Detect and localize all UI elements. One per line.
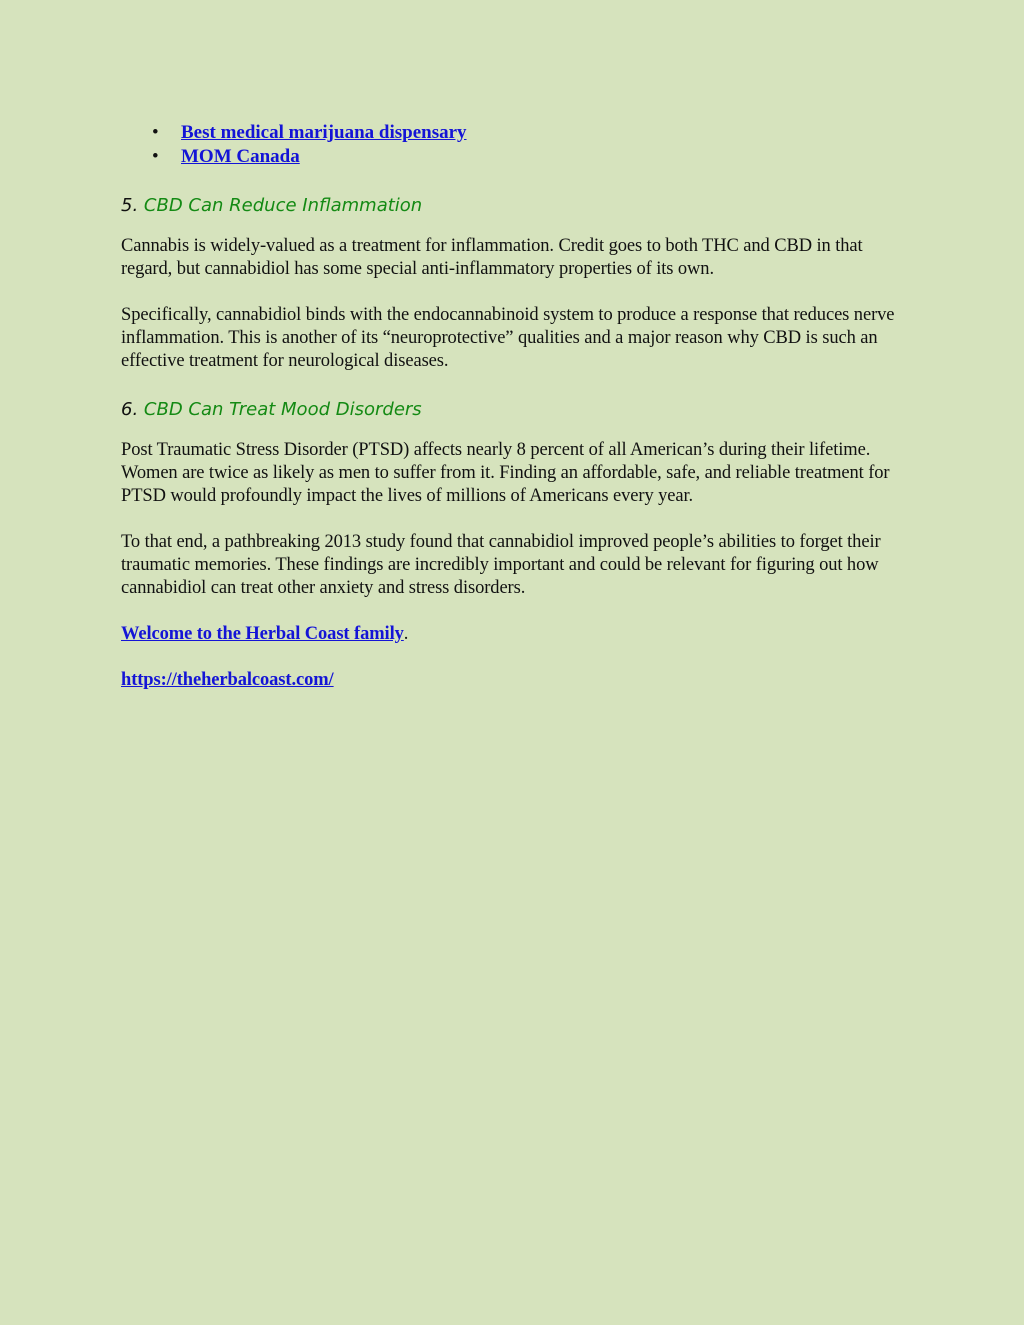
paragraph: Specifically, cannabidiol binds with the endocannabinoid system to produce a response that reduces nerve inflammation. This is another of its “neuroprotective” qualities and a major reason why CBD is such an effective treatment for neurological diseases. (121, 305, 895, 371)
link-best-medical-marijuana-dispensary[interactable]: Best medical marijuana dispensary (181, 122, 467, 143)
bullet-icon: • (152, 146, 159, 167)
paragraph: Post Traumatic Stress Disorder (PTSD) affects nearly 8 percent of all American’s during their lifetime. Women are twice as likely as men to suffer from it. Finding an affordable, safe, and reliable treatment for PTSD would profoundly impact the lives of millions of Americans every year. (121, 440, 890, 506)
bullet-icon: • (152, 122, 159, 143)
section-number: 6. (121, 399, 139, 420)
section-number: 5. (121, 195, 139, 216)
section-heading-inflammation (121, 193, 914, 219)
link-list (121, 121, 914, 169)
site-url-link[interactable]: https://theherbalcoast.com/ (121, 670, 334, 690)
section-title: CBD Can Reduce Inflammation (143, 195, 423, 216)
welcome-suffix: . (403, 624, 409, 644)
welcome-line (121, 623, 914, 646)
list-item (152, 121, 914, 145)
site-url-line (121, 669, 914, 692)
paragraph: Cannabis is widely-valued as a treatment for inflammation. Credit goes to both THC and CBD in that regard, but cannabidiol has some special anti-inflammatory properties of its own. (121, 236, 863, 279)
section-title: CBD Can Treat Mood Disorders (143, 399, 422, 420)
link-mom-canada[interactable]: MOM Canada (181, 146, 300, 167)
welcome-link[interactable]: Welcome to the Herbal Coast family (121, 624, 404, 644)
paragraph: To that end, a pathbreaking 2013 study found that cannabidiol improved people’s abilities to forget their traumatic memories. These findings are incredibly important and could be relevant for figuring out how cannabidiol can treat other anxiety and stress disorders. (121, 532, 881, 598)
list-item (152, 145, 914, 169)
section-heading-mood-disorders (121, 397, 914, 423)
